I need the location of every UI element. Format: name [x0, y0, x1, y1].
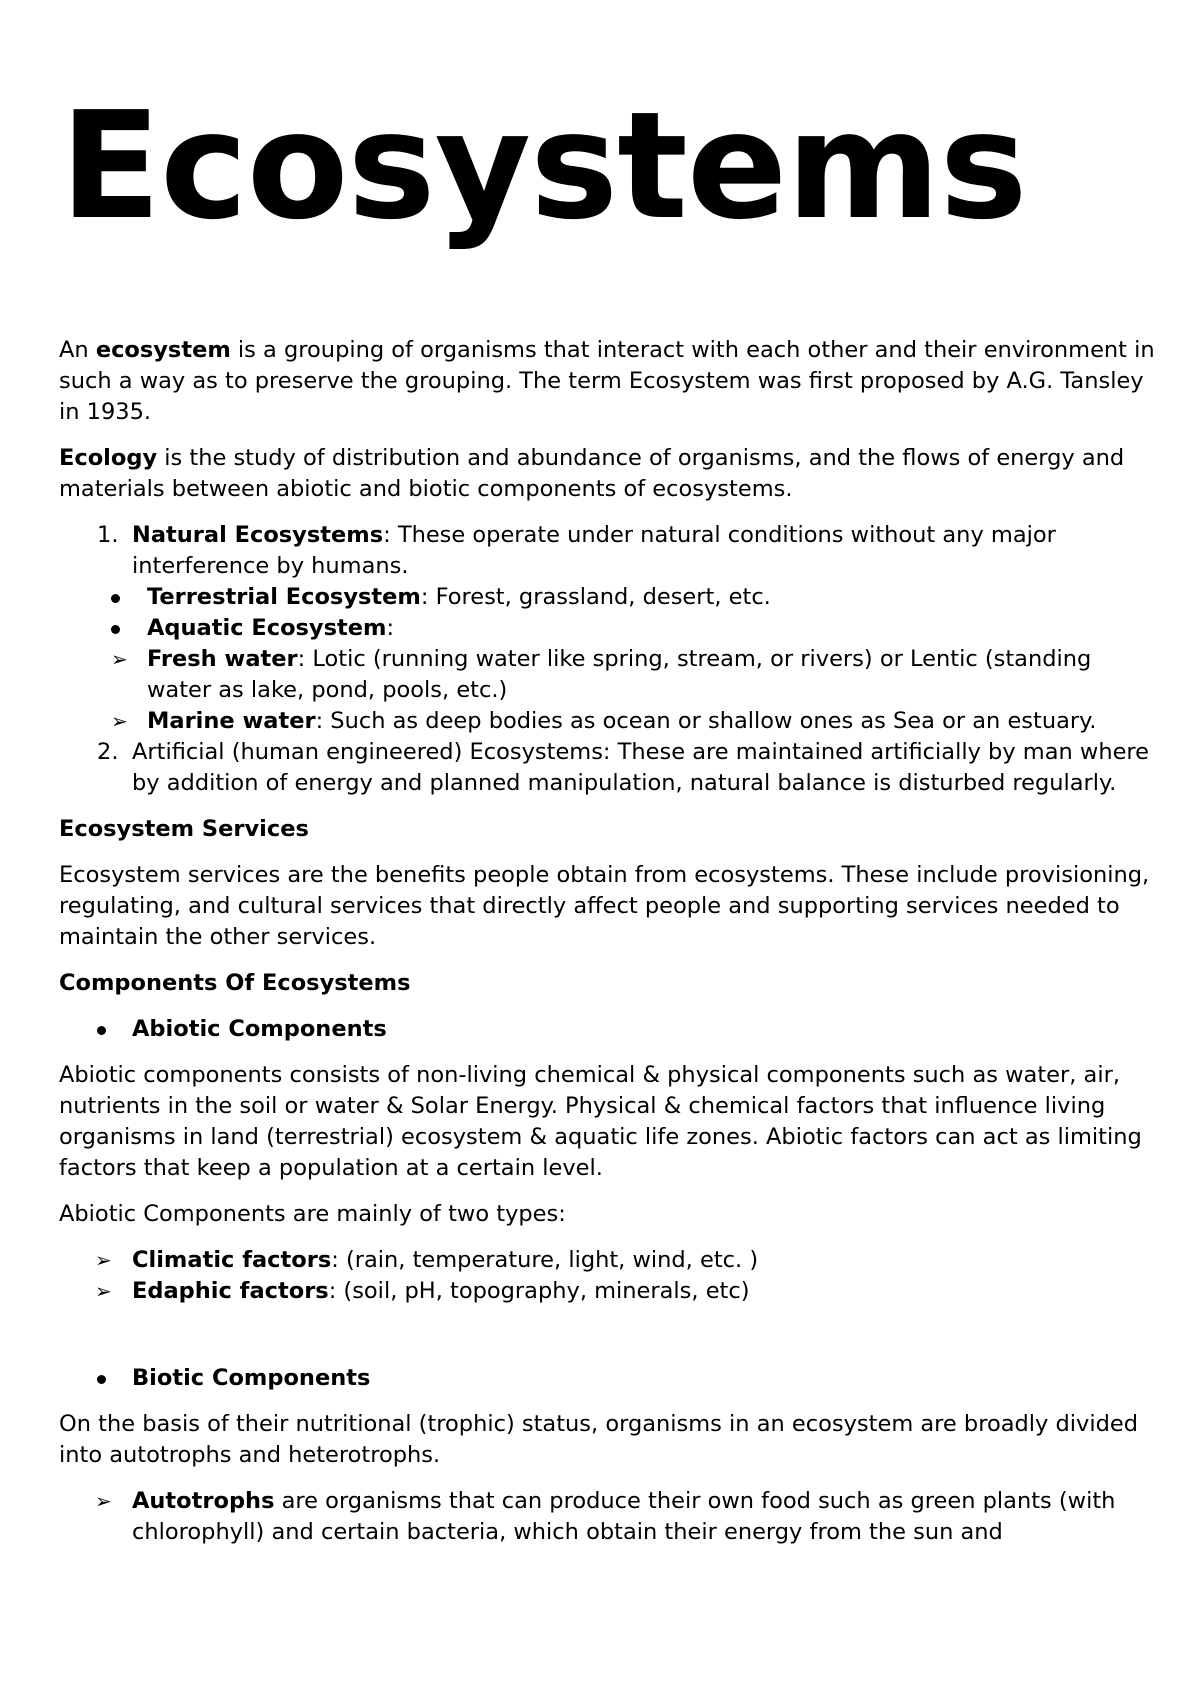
- arrow-bullet-icon: ➢: [95, 1489, 112, 1513]
- biotic-paragraph: On the basis of their nutritional (trophic) status, organisms in an ecosystem are broadly divided into autotrophs and heterotrophs.: [59, 1411, 1139, 1468]
- list-text: : Forest, grassland, desert, etc.: [420, 584, 771, 610]
- abiotic-heading-text: Abiotic Components: [132, 1016, 387, 1042]
- list-text: : These operate under natural conditions without any major interference by humans.: [132, 522, 1056, 579]
- list-text: : (rain, temperature, light, wind, etc. ): [331, 1247, 759, 1273]
- list-item: [59, 1245, 1159, 1276]
- list-text: : Lotic (running water like spring, stream, or rivers) or Lentic (standing water as lake, pond, pools, etc.): [147, 646, 1092, 703]
- arrow-bullet-icon: ➢: [95, 1279, 112, 1303]
- list-text: :: [386, 615, 395, 641]
- list-term: Climatic factors: [132, 1247, 332, 1273]
- bullet-dot-icon: [97, 1026, 106, 1035]
- abiotic-types-intro: Abiotic Components are mainly of two types:: [59, 1201, 566, 1227]
- document-body: [59, 335, 1159, 1548]
- arrow-bullet-icon: ➢: [111, 647, 128, 671]
- biotic-heading-text: Biotic Components: [132, 1365, 371, 1391]
- bullet-dot-icon: [111, 594, 120, 603]
- list-term: Terrestrial Ecosystem: [147, 584, 421, 610]
- list-item: [59, 644, 1159, 706]
- list-number: 2.: [97, 739, 119, 765]
- list-text: are organisms that can produce their own food such as green plants (with chlorophyll) and certain bacteria, which obtain their energy from the sun and: [132, 1488, 1116, 1545]
- list-item: [59, 613, 1159, 644]
- list-text: : Such as deep bodies as ocean or shallow ones as Sea or an estuary.: [315, 708, 1097, 734]
- bullet-dot-icon: [111, 625, 120, 634]
- page-title: Ecosystems: [60, 80, 1027, 252]
- abiotic-paragraph: Abiotic components consists of non-living chemical & physical components such as water, air, nutrients in the soil or water & Solar Energy. Physical & chemical factors that influence living organisms in land (terrestrial) ecosystem & aquatic life zones. Abiotic factors can act as limiting factors that keep a population at a certain level.: [59, 1062, 1142, 1181]
- list-text: Artificial (human engineered) Ecosystems: These are maintained artificially by man where by addition of energy and planned manipulation, natural balance is disturbed regularly.: [132, 739, 1150, 796]
- list-item: [59, 1276, 1159, 1307]
- list-term: Marine water: [147, 708, 316, 734]
- ecology-term: Ecology: [59, 445, 158, 471]
- bullet-dot-icon: [97, 1375, 106, 1384]
- ecology-post: is the study of distribution and abundance of organisms, and the flows of energy and materials between abiotic and biotic components of ecosystems.: [59, 445, 1125, 502]
- abiotic-heading: [59, 1014, 1159, 1045]
- spacer: [59, 1338, 1159, 1363]
- list-term: Natural Ecosystems: [132, 522, 384, 548]
- arrow-bullet-icon: ➢: [111, 709, 128, 733]
- services-heading: [59, 814, 1159, 845]
- intro-term: ecosystem: [95, 337, 231, 363]
- list-text: : (soil, pH, topography, minerals, etc): [328, 1278, 750, 1304]
- intro-pre: An: [59, 337, 96, 363]
- list-term: Aquatic Ecosystem: [147, 615, 387, 641]
- list-item: [59, 1486, 1159, 1548]
- list-term: Autotrophs: [132, 1488, 275, 1514]
- list-item: [59, 706, 1159, 737]
- list-term: Edaphic factors: [132, 1278, 329, 1304]
- list-item: [59, 737, 1159, 799]
- services-heading-text: Ecosystem Services: [59, 816, 309, 842]
- services-paragraph: Ecosystem services are the benefits people obtain from ecosystems. These include provisioning, regulating, and cultural services that directly affect people and supporting services needed to maintain the other services.: [59, 862, 1150, 950]
- biotic-heading: [59, 1363, 1159, 1394]
- components-heading-text: Components Of Ecosystems: [59, 970, 411, 996]
- list-term: Fresh water: [147, 646, 298, 672]
- intro-post: is a grouping of organisms that interact with each other and their environment in such a way as to preserve the grouping. The term Ecosystem was first proposed by A.G. Tansley in 1935.: [59, 337, 1155, 425]
- ecology-paragraph: [59, 443, 1159, 505]
- spacer: [59, 1307, 1159, 1338]
- list-item: [59, 520, 1159, 582]
- components-heading: [59, 968, 1159, 999]
- intro-paragraph: [59, 335, 1159, 428]
- arrow-bullet-icon: ➢: [95, 1248, 112, 1272]
- list-item: [59, 582, 1159, 613]
- list-number: 1.: [97, 522, 119, 548]
